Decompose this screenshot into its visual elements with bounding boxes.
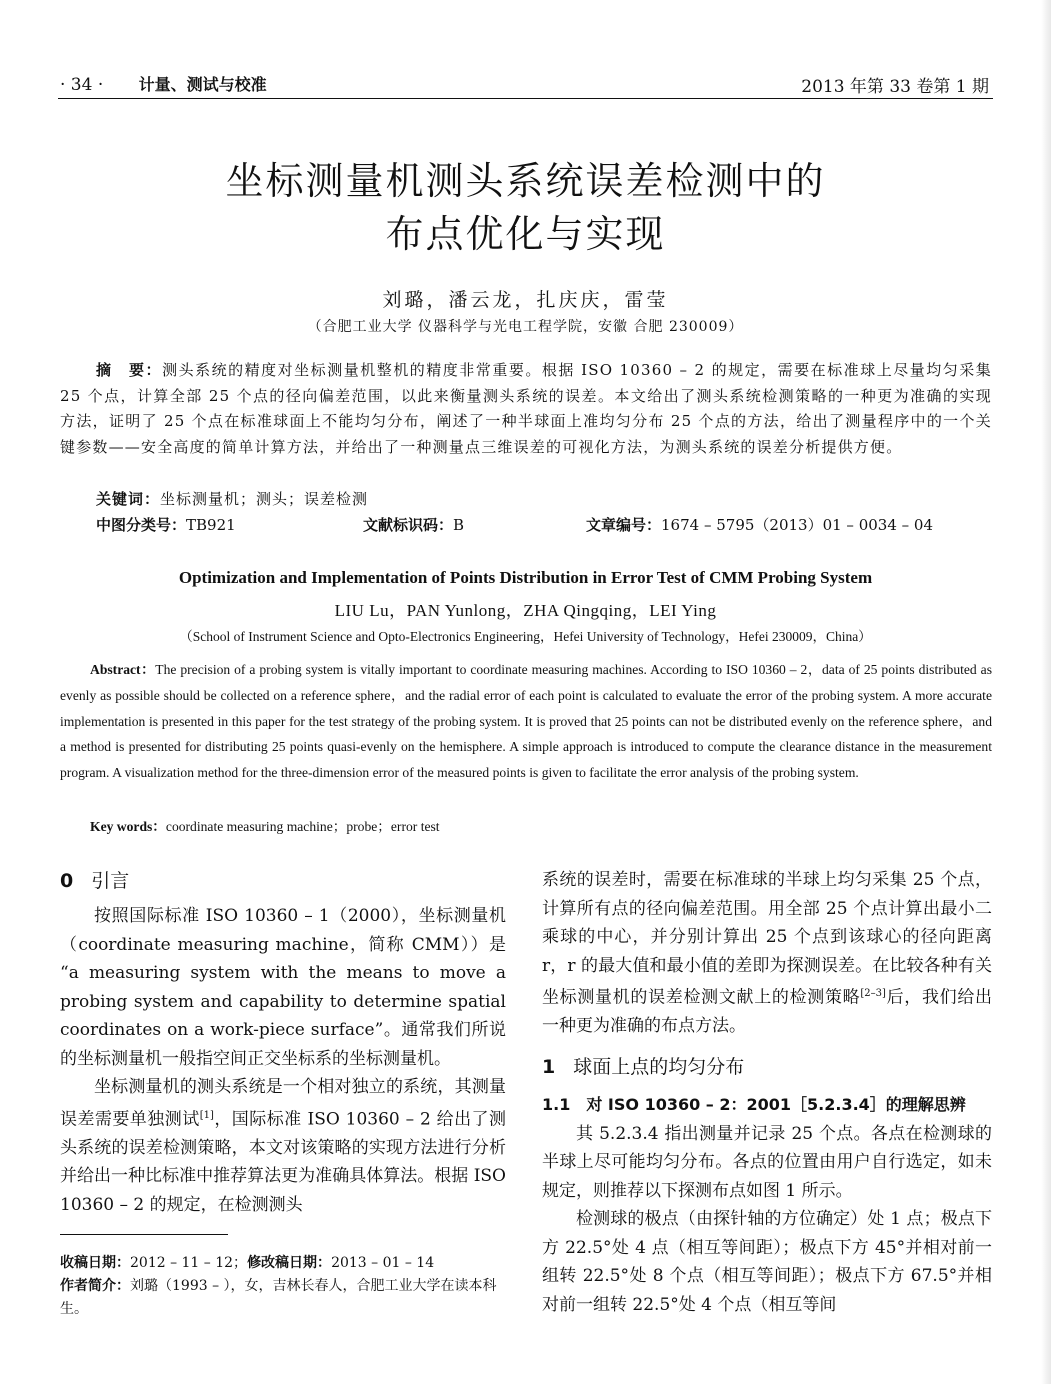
right-column	[542, 866, 992, 1319]
keywords-cn	[96, 488, 368, 509]
section-0-title: 引言	[91, 870, 130, 892]
issue-info: 2013 年第 33 卷第 1 期	[801, 77, 989, 97]
abstract-cn	[60, 358, 992, 460]
article-label: 文章编号：	[586, 516, 662, 534]
footnote-rule	[60, 1234, 228, 1235]
revised-label: 修改稿日期：	[247, 1255, 332, 1271]
keywords-en-label: Key words：	[90, 819, 166, 834]
affiliation-en: （School of Instrument Science and Opto-Electronics Engineering，Hefei University of Technology，Hefei 230009，China）	[179, 629, 872, 644]
abstract-en	[60, 657, 992, 786]
doc-code	[363, 514, 464, 535]
article-code	[586, 514, 933, 535]
authors-cn: 刘璐，潘云龙，扎庆庆，雷莹	[382, 289, 669, 311]
abstract-en-text: The precision of a probing system is vitally important to coordinate measuring machines. According to ISO 10360 – 2，data of 25 points distributed as evenly as possible should be collected on a reference sphere，and the radial error of each point is calculated to evaluate the error of the probing system. A more accurate implementation is presented in this paper for the test strategy of the probing system. It is proved that 25 points can not be distributed evenly on the reference sphere，and a method is presented for distributing 25 points quasi-evenly on the hemisphere. A simple approach is introduced to compute the clearance distance in the measurement program. A visualization method for the three-dimension error of the measured points is given to facilitate the error analysis of the probing system.	[60, 662, 992, 781]
paragraph-3	[542, 866, 992, 1041]
received-date: 2012 – 11 – 12；	[130, 1255, 248, 1271]
abstract-text: 测头系统的精度对坐标测量机整机的精度非常重要。根据 ISO 10360 – 2 的规定，需要在标准球上尽量均匀采集 25 个点，计算全部 25 个点的径向偏差范围，以此来衡量测头系统的误差。本文给出了测头系统检测策略的一种更为准确的实现方法，证明了 25 个点在标准球面上不能均匀分布，阐述了一种半球面上准均匀分布 25 个点的方法，给出了测量程序中的一个关键参数——安全高度的简单计算方法，并给出了一种测量点三维误差的可视化方法，为测头系统的误差分析提供方便。	[60, 361, 992, 456]
clc-label: 中图分类号：	[96, 516, 187, 534]
abstract-en-label: Abstract：	[90, 662, 156, 677]
title-line-1: 坐标测量机测头系统误差检测中的	[225, 159, 826, 203]
footnote-author	[60, 1275, 506, 1321]
author-bio-label: 作者简介：	[60, 1278, 130, 1294]
doc-label: 文献标识码：	[363, 516, 454, 534]
section-1-title: 球面上点的均匀分布	[573, 1055, 745, 1078]
paragraph-2-a: 坐标测量机的测头系统是一个相对独立的系统，其测量误差需要单独测试	[60, 1077, 506, 1130]
authors-en: LIU Lu，PAN Yunlong，ZHA Qingqing，LEI Ying	[334, 601, 717, 620]
journal-section: 计量、测试与校准	[138, 75, 267, 94]
article-value: 1674 – 5795（2013）01 – 0034 – 04	[661, 516, 933, 534]
section-0-heading	[60, 866, 129, 893]
paragraph-3-a: 系统的误差时，需要在标准球的半球上均匀采集 25 个点，计算所有点的径向偏差范围。用全部 25 个点计算出最小二乘球的中心，并分别计算出 25 个点到该球心的径向距离 r，r 的最大值和最小值的差即为探测误差。在比较各种有关坐标测量机的误差检测文献上的检测策略	[542, 870, 992, 1008]
paragraph-3-b: 后，我们给出一种更为准确的布点方法。	[542, 987, 993, 1037]
paragraph-2-b: ，国际标准 ISO 10360 – 2 给出了测头系统的误差检测策略，本文对该策略的实现方法进行分析并给出一种比标准中推荐算法更为准确具体算法。根据 ISO 10360 – 2 的规定，在检测测头	[60, 1109, 507, 1215]
title-en: Optimization and Implementation of Points Distribution in Error Test of CMM Probing System	[178, 568, 873, 587]
footnote	[60, 1252, 506, 1321]
keywords-text: 坐标测量机；测头；误差检测	[160, 490, 369, 508]
subsection-1-1-heading: 1.1 对 ISO 10360 – 2：2001［5.2.3.4］的理解思辨	[542, 1095, 966, 1115]
running-header-left	[60, 72, 267, 95]
clc-code	[96, 514, 236, 535]
clc-value: TB921	[186, 516, 236, 534]
page-number: · 34 ·	[60, 75, 104, 95]
doc-value: B	[453, 516, 465, 534]
section-1-number: 1	[542, 1055, 556, 1078]
ref-1: [1]	[199, 1109, 214, 1121]
revised-date: 2013 – 01 – 14	[331, 1255, 435, 1271]
header-rule	[58, 98, 993, 99]
title-line-2: 布点优化与实现	[385, 212, 666, 256]
paragraph-5: 检测球的极点（由探针轴的方位确定）处 1 点；极点下方 22.5°处 4 点（相互等间距）；极点下方 45°并相对前一组转 22.5°处 8 个点（相互等间距）；极点下方 67.5°并相对前一组转 22.5°处 4 个点（相互等间	[542, 1209, 992, 1315]
affiliation-cn: （合肥工业大学 仪器科学与光电工程学院，安徽 合肥 230009）	[307, 319, 744, 335]
author-bio: 刘璐（1993 – ），女，吉林长春人，合肥工业大学在读本科生。	[60, 1278, 497, 1317]
left-column	[60, 902, 506, 1219]
footnote-dates	[60, 1252, 506, 1275]
page-edge-shadow	[1041, 0, 1051, 1384]
keywords-en	[90, 815, 440, 835]
paragraph-2	[60, 1073, 506, 1219]
received-label: 收稿日期：	[60, 1255, 130, 1271]
ref-2-3: [2–3]	[860, 988, 886, 999]
paragraph-1: 按照国际标准 ISO 10360 – 1（2000），坐标测量机（coordinate measuring machine，简称 CMM））是 “a measuring system with the means to move a probing system and capability to determine spatial coordinates on a work-piece surface”。通常我们所说的坐标测量机一般指空间正交坐标系的坐标测量机。	[60, 906, 506, 1069]
keywords-label: 关键词：	[96, 490, 161, 508]
section-1-heading	[542, 1053, 992, 1082]
paragraph-4: 其 5.2.3.4 指出测量并记录 25 个点。各点在检测球的半球上尽可能均匀分布。各点的位置由用户自行选定，如未规定，则推荐以下探测布点如图 1 所示。	[542, 1123, 992, 1201]
section-0-number: 0	[60, 870, 74, 892]
abstract-label: 摘 要：	[96, 361, 163, 379]
keywords-en-text: coordinate measuring machine；probe；error test	[165, 819, 440, 834]
